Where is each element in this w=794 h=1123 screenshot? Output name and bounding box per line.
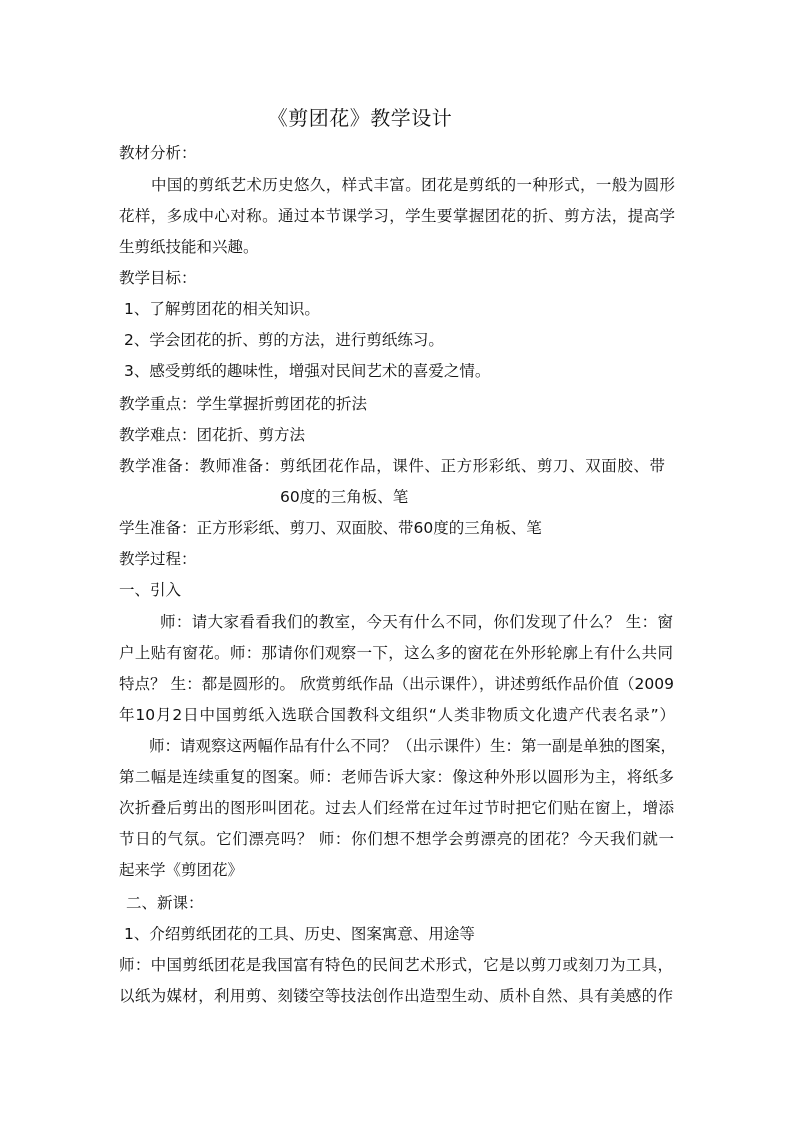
new-lesson-item-1: 1、介绍剪纸团花的工具、历史、图案寓意、用途等	[124, 925, 475, 943]
objectives-heading: 教学目标：	[119, 269, 197, 287]
intro-para-1-line-1: 师：请大家看看我们的教室，今天有什么不同，你们发现了什么？ 生：窗	[160, 613, 673, 631]
new-lesson-para-line-1: 师：中国剪纸团花是我国富有特色的民间艺术形式，它是以剪刀或刻刀为工具，	[119, 956, 673, 974]
document-title: 《剪团花》教学设计	[267, 106, 453, 130]
objective-item-3: 3、感受剪纸的趣味性，增强对民间艺术的喜爱之情。	[124, 362, 491, 380]
key-point: 教学重点：学生掌握折剪团花的折法	[119, 395, 368, 413]
material-line-1: 中国的剪纸艺术历史悠久，样式丰富。团花是剪纸的一种形式，一般为圆形	[151, 176, 675, 194]
intro-para-1-line-2: 户上贴有窗花。师：那请你们观察一下，这么多的窗花在外形轮廓上有什么共同	[119, 644, 673, 662]
objective-item-1: 1、了解剪团花的相关知识。	[124, 300, 320, 318]
student-prep: 学生准备：正方形彩纸、剪刀、双面胶、带60度的三角板、笔	[119, 519, 542, 537]
intro-para-2-line-3: 次折叠后剪出的图形叫团花。过去人们经常在过年过节时把它们贴在窗上，增添	[119, 799, 674, 817]
intro-para-2-line-5: 起来学《剪团花》	[119, 861, 244, 879]
objective-item-2: 2、学会团花的折、剪的方法，进行剪纸练习。	[124, 331, 444, 349]
intro-para-2-line-2: 第二幅是连续重复的图案。师：老师告诉大家：像这种外形以圆形为主，将纸多	[119, 768, 674, 786]
process-heading: 教学过程：	[119, 550, 197, 568]
new-lesson-para-line-2: 以纸为媒材，利用剪、刻镂空等技法创作出造型生动、质朴自然、具有美感的作	[119, 987, 673, 1005]
intro-para-2-line-1: 师：请观察这两幅作品有什么不同？（出示课件）生：第一副是单独的图案，	[149, 737, 677, 755]
material-line-3: 生剪纸技能和兴趣。	[119, 238, 259, 256]
material-line-2: 花样，多成中心对称。通过本节课学习，学生要掌握团花的折、剪方法，提高学	[119, 207, 675, 225]
intro-para-1-line-3: 特点？ 生：都是圆形的。 欣赏剪纸作品（出示课件），讲述剪纸作品价值（2009	[119, 675, 674, 693]
difficulty: 教学难点：团花折、剪方法	[119, 426, 306, 444]
intro-para-1-line-4: 年10月2日中国剪纸入选联合国教科文组织“人类非物质文化遗产代表名录”）	[119, 706, 675, 724]
teacher-prep-line-1: 教学准备：教师准备：剪纸团花作品，课件、正方形彩纸、剪刀、双面胶、带	[119, 457, 665, 475]
teacher-prep-line-2: 60度的三角板、笔	[280, 488, 409, 506]
material-heading: 教材分析：	[119, 144, 197, 162]
intro-para-2-line-4: 节日的气氛。它们漂亮吗？ 师：你们想不想学会剪漂亮的团花？今天我们就一	[119, 830, 674, 848]
section-2-heading: 二、新课：	[126, 894, 204, 912]
section-1-heading: 一、引入	[119, 581, 182, 599]
